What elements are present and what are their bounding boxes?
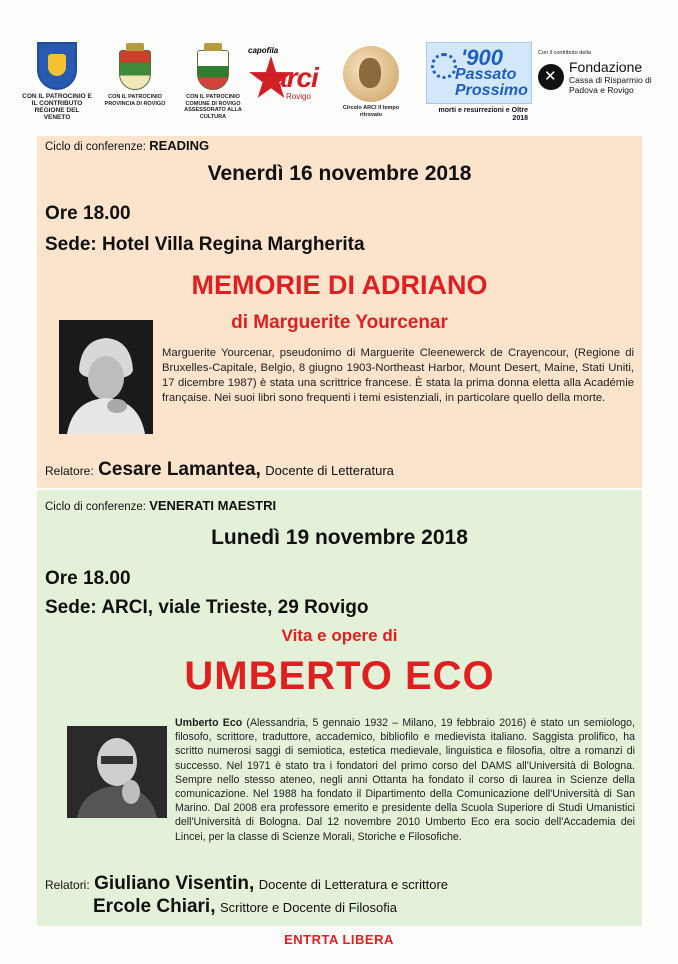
lion-shield-icon [37,42,77,90]
event1-bio: Marguerite Yourcenar, pseudonimo di Marguerite Cleenewerck de Crayencour, (Regione di Bruxelles-Capitale, Belgio, 8 giugno 1903-Northeast Harbor, Mount Desert, Maine, Stati Uniti, 17 dicembre 1987) è stata una scrittrice francese. È stata la prima donna eletta alla Académie française. Nei suoi libri sono frequenti i temi esistenziali, in particolare quello della morte. [162,347,634,404]
event2-series-label: Ciclo di conferenze: [45,501,146,513]
event2-speaker1 [45,873,448,895]
event2-speaker1-name: Giuliano Visentin, [94,873,255,894]
p900-line3: Prossimo [455,82,528,99]
event2-series-name: VENERATI MAESTRI [149,498,277,513]
fondazione-mark-icon [538,64,564,90]
p900-banner [426,42,532,104]
event1-speaker [45,459,394,481]
event2-speaker2-role: Scrittore e Docente di Filosofia [219,900,397,915]
fondazione-sub: Cassa di Risparmio di Padova e Rovigo [569,75,652,95]
provincia-caption: CON IL PATROCINIO PROVINCIA DI ROVIGO [104,94,166,107]
arci-capofila-label: capofila [248,46,279,55]
event2-venue: Sede: ARCI, viale Trieste, 29 Rovigo [45,597,369,618]
p900-subtitle: morti e resurrezioni e Oltre 2018 [438,107,528,122]
event2-date: Lunedì 19 novembre 2018 [211,526,468,549]
fondazione-small-label: Con il contributo della [538,50,591,56]
event2-speaker2-name: Ercole Chiari, [93,896,216,917]
event-reading-section [37,136,642,488]
fondazione-cariparo-logo [538,50,668,95]
fondazione-name: Fondazione [569,59,643,75]
provincia-rovigo-logo [104,50,166,107]
event2-subtitle: Vita e opere di [281,626,398,645]
event1-title: MEMORIE DI ADRIANO [191,270,488,300]
yourcenar-portrait [59,320,153,434]
comune-rovigo-logo [180,50,246,120]
event2-series [45,498,276,513]
event2-speaker1-role: Docente di Letteratura e scrittore [258,877,449,892]
arci-wordmark: arci [272,62,318,93]
event1-subtitle: di Marguerite Yourcenar [231,312,448,333]
p900-line1: '900 [461,45,503,70]
event2-bio [175,716,635,844]
arci-sub-label: Rovigo [286,92,311,101]
free-entry-notice: ENTRTA LIBERA [284,932,394,947]
event2-speakers-label: Relatori: [45,878,90,892]
event1-venue: Sede: Hotel Villa Regina Margherita [45,234,365,255]
regione-veneto-logo [22,42,92,121]
event2-time: Ore 18.00 [45,568,131,589]
novecento-passato-prossimo-logo [426,42,534,123]
event1-series-label: Ciclo di conferenze: [45,141,146,153]
comune-caption: CON IL PATROCINIO COMUNE DI ROVIGO ASSESSORATO ALLA CULTURA [184,94,242,120]
provincia-crest-icon [119,50,151,90]
circolo-arci-logo [334,46,408,118]
portrait-medallion-icon [343,46,399,102]
event1-series [45,138,209,153]
event1-series-name: READING [149,138,210,153]
event2-title: UMBERTO ECO [184,654,495,698]
event-venerati-maestri-section [37,490,642,926]
umberto-eco-portrait [67,726,167,818]
event1-date: Venerdì 16 novembre 2018 [207,162,472,185]
event2-speaker2 [93,896,397,918]
comune-crest-icon [197,50,229,90]
event2-bio-text: (Alessandria, 5 gennaio 1932 – Milano, 19 febbraio 2016) è stato un semiologo, filosofo, scrittore, traduttore, accademico, bibliofilo e medievista italiano. Saggista prolifico, ha scritto numerosi saggi di semiotica, estetica medievale, linguistica e filosofia, oltre a romanzi di successo. Nel 1971 è stato tra i fondatori del primo corso del DAMS all'Università di Bologna. Sempre nello stesso ateneo, negli anni Ottanta ha fondato il corso di laurea in Scienze della comunicazione. Nel 1988 ha fondato il Dipartimento della Comunicazione dell'Università di San Marino. Dal 2008 era professore emerito e presidente della Scuola Superiore di Studi Umanistici dell'Università di Bologna. Dal 12 novembre 2010 Umberto Eco era socio dell'Accademia dei Lincei, per la classe di Scienze Morali, Storiche e Filosofiche. [175,717,635,843]
arci-rovigo-logo [248,46,328,108]
sun-icon [431,53,457,79]
event1-speaker-label: Relatore: [45,464,94,478]
event2-bio-name: Umberto Eco [175,717,243,729]
event1-speaker-role: Docente di Letteratura [265,463,394,478]
veneto-caption: CON IL PATROCINIO E IL CONTRIBUTO REGIONE DEL VENETO [22,93,92,121]
circolo-caption: Circolo ARCI Il tempo ritrovato [342,105,400,118]
p900-line2: Passato [455,66,517,83]
event1-speaker-name: Cesare Lamantea, [98,459,261,480]
event1-time: Ore 18.00 [45,203,131,224]
sponsor-logos [0,0,678,136]
